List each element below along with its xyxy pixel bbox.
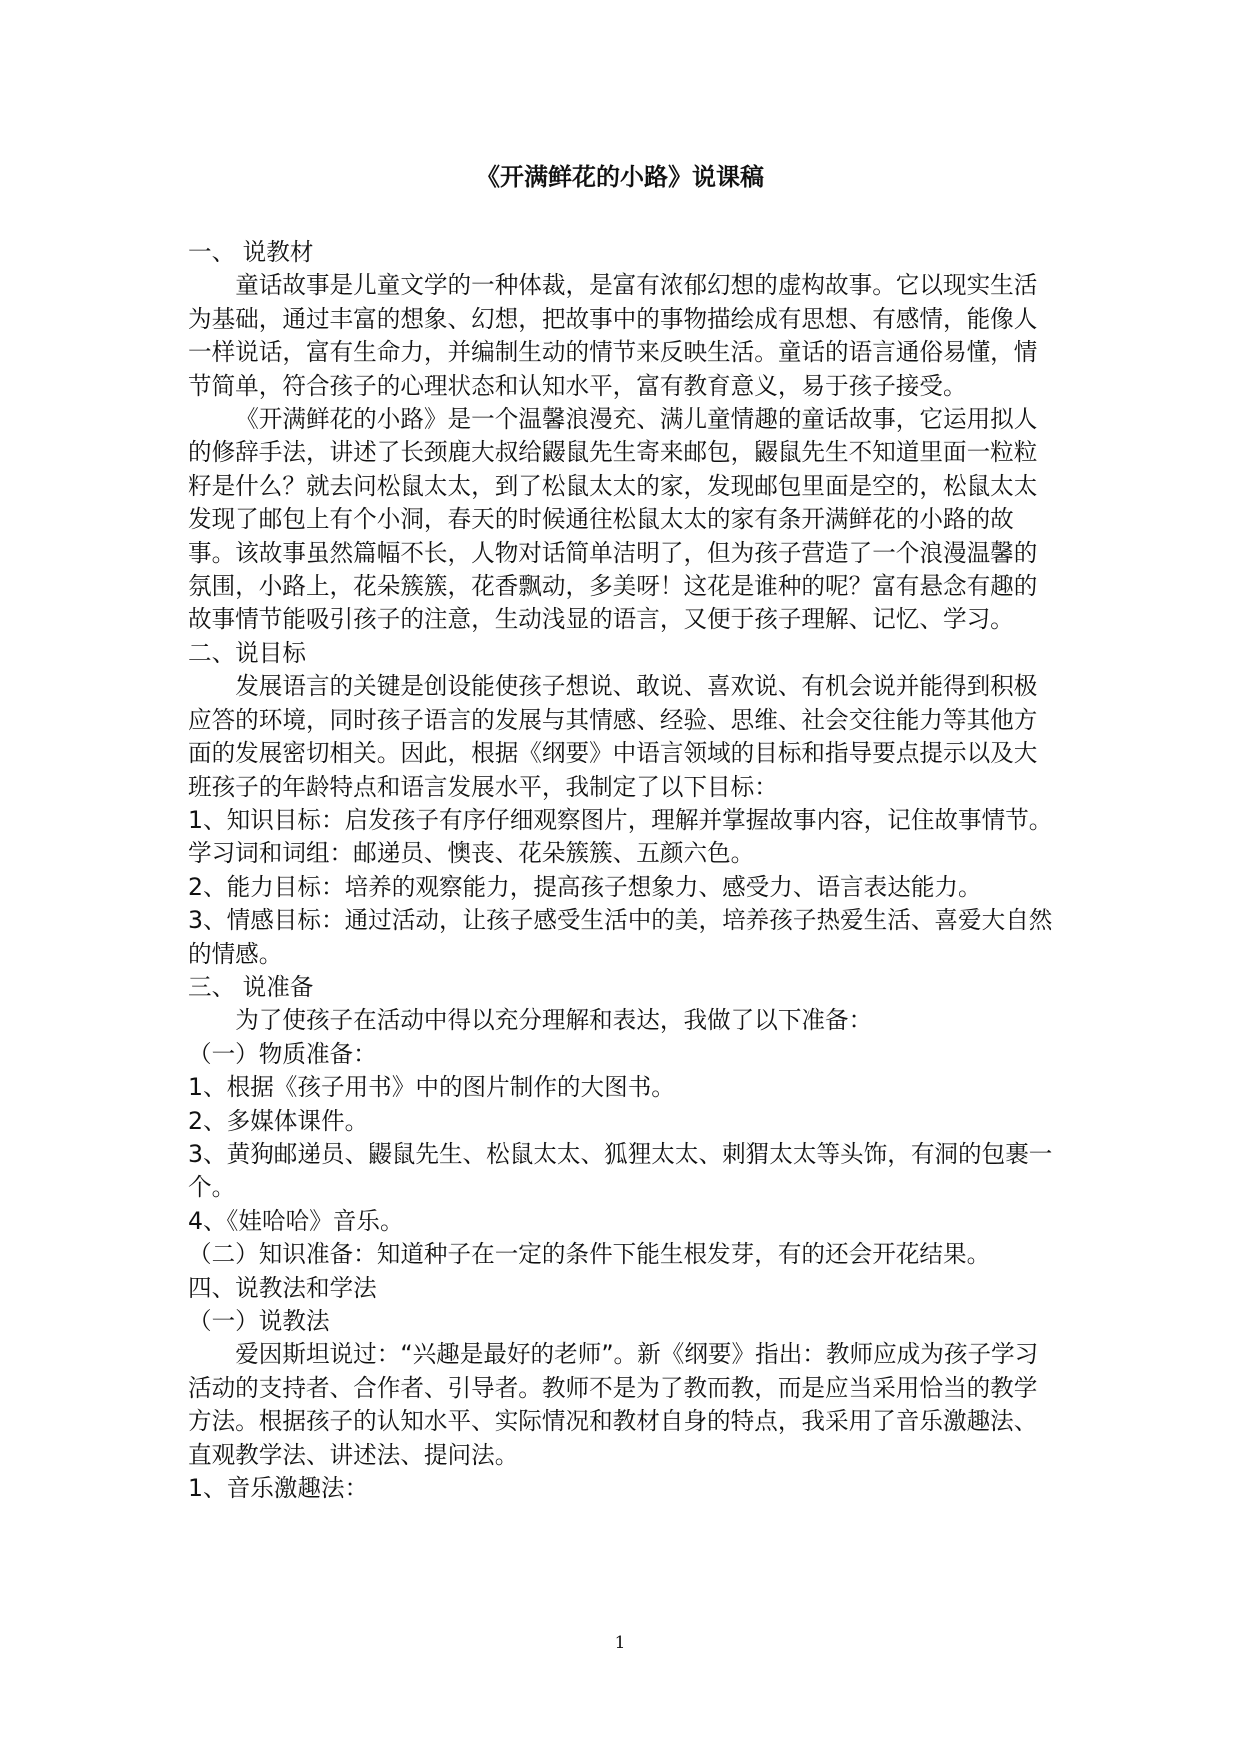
list-item: 4、《娃哈哈》音乐。 xyxy=(188,1206,404,1235)
body-paragraph: 发展语言的关键是创设能使孩子想说、敢说、喜欢说、有机会说并能得到积极应答的环境，同时孩子语言的发展与其情感、经验、思维、社会交往能力等其他方面的发展密切相关。因此，根据《纲要》中语言领域的目标和指导要点提示以及大班孩子的年龄特点和语言发展水平，我制定了以下目标： xyxy=(188,672,1038,801)
body-paragraph: 为了使孩子在活动中得以充分理解和表达，我做了以下准备： xyxy=(235,1006,873,1035)
body-paragraph: 《开满鲜花的小路》是一个温馨浪漫充、满儿童情趣的童话故事，它运用拟人的修辞手法，讲述了长颈鹿大叔给鼹鼠先生寄来邮包，鼹鼠先生不知道里面一粒粒籽是什么？就去问松鼠太太，到了松鼠太太的家，发现邮包里面是空的，松鼠太太发现了邮包上有个小洞，春天的时候通往松鼠太太的家有条开满鲜花的小路的故事。该故事虽然篇幅不长，人物对话简单洁明了，但为孩子营造了一个浪漫温馨的氛围，小路上，花朵簇簇，花香飘动，多美呀！这花是谁种的呢？富有悬念有趣的故事情节能吸引孩子的注意，生动浅显的语言，又便于孩子理解、记忆、学习。 xyxy=(188,405,1038,634)
body-paragraph: 童话故事是儿童文学的一种体裁，是富有浓郁幻想的虚构故事。它以现实生活为基础，通过丰富的想象、幻想，把故事中的事物描绘成有思想、有感情，能像人一样说话，富有生命力，并编制生动的情节来反映生活。童话的语言通俗易懂，情节简单，符合孩子的心理状态和认知水平，富有教育意义，易于孩子接受。 xyxy=(188,271,1038,400)
list-item: 1、根据《孩子用书》中的图片制作的大图书。 xyxy=(188,1073,675,1102)
section-heading: 二、说目标 xyxy=(188,638,306,667)
list-item: 3、黄狗邮递员、鼹鼠先生、松鼠太太、狐狸太太、刺猬太太等头饰，有洞的包裹一个。 xyxy=(188,1139,1053,1202)
document-body xyxy=(188,236,1056,1505)
list-item: 3、情感目标：通过活动，让孩子感受生活中的美，培养孩子热爱生活、喜爱大自然的情感。 xyxy=(188,906,1053,968)
section-heading: 一、 说教材 xyxy=(188,238,314,266)
list-item: 1、知识目标：启发孩子有序仔细观察图片，理解并掌握故事内容，记住故事情节。学习词和词组：邮递员、懊丧、花朵簇簇、五颜六色。 xyxy=(188,805,1053,868)
subheading: （一）说教法 xyxy=(188,1307,330,1335)
body-paragraph: 爱因斯坦说过：“兴趣是最好的老师”。新《纲要》指出：教师应成为孩子学习活动的支持者、合作者、引导者。教师不是为了教而教，而是应当采用恰当的教学方法。根据孩子的认知水平、实际情况和教材自身的特点，我采用了音乐激趣法、直观教学法、讲述法、提问法。 xyxy=(188,1340,1039,1469)
list-item: 2、能力目标：培养的观察能力，提高孩子想象力、感受力、语言表达能力。 xyxy=(188,872,982,901)
subheading: （二）知识准备：知道种子在一定的条件下能生根发芽，有的还会开花结果。 xyxy=(188,1240,991,1269)
list-item: 2、多媒体课件。 xyxy=(188,1106,369,1135)
subheading: （一）物质准备： xyxy=(188,1039,377,1068)
document-title: 《开满鲜花的小路》说课稿 xyxy=(476,163,764,191)
page-number: 1 xyxy=(614,1633,626,1653)
section-heading: 三、 说准备 xyxy=(188,972,314,1001)
section-heading: 四、说教法和学法 xyxy=(188,1273,377,1302)
list-item: 1、音乐激趣法： xyxy=(188,1474,369,1503)
